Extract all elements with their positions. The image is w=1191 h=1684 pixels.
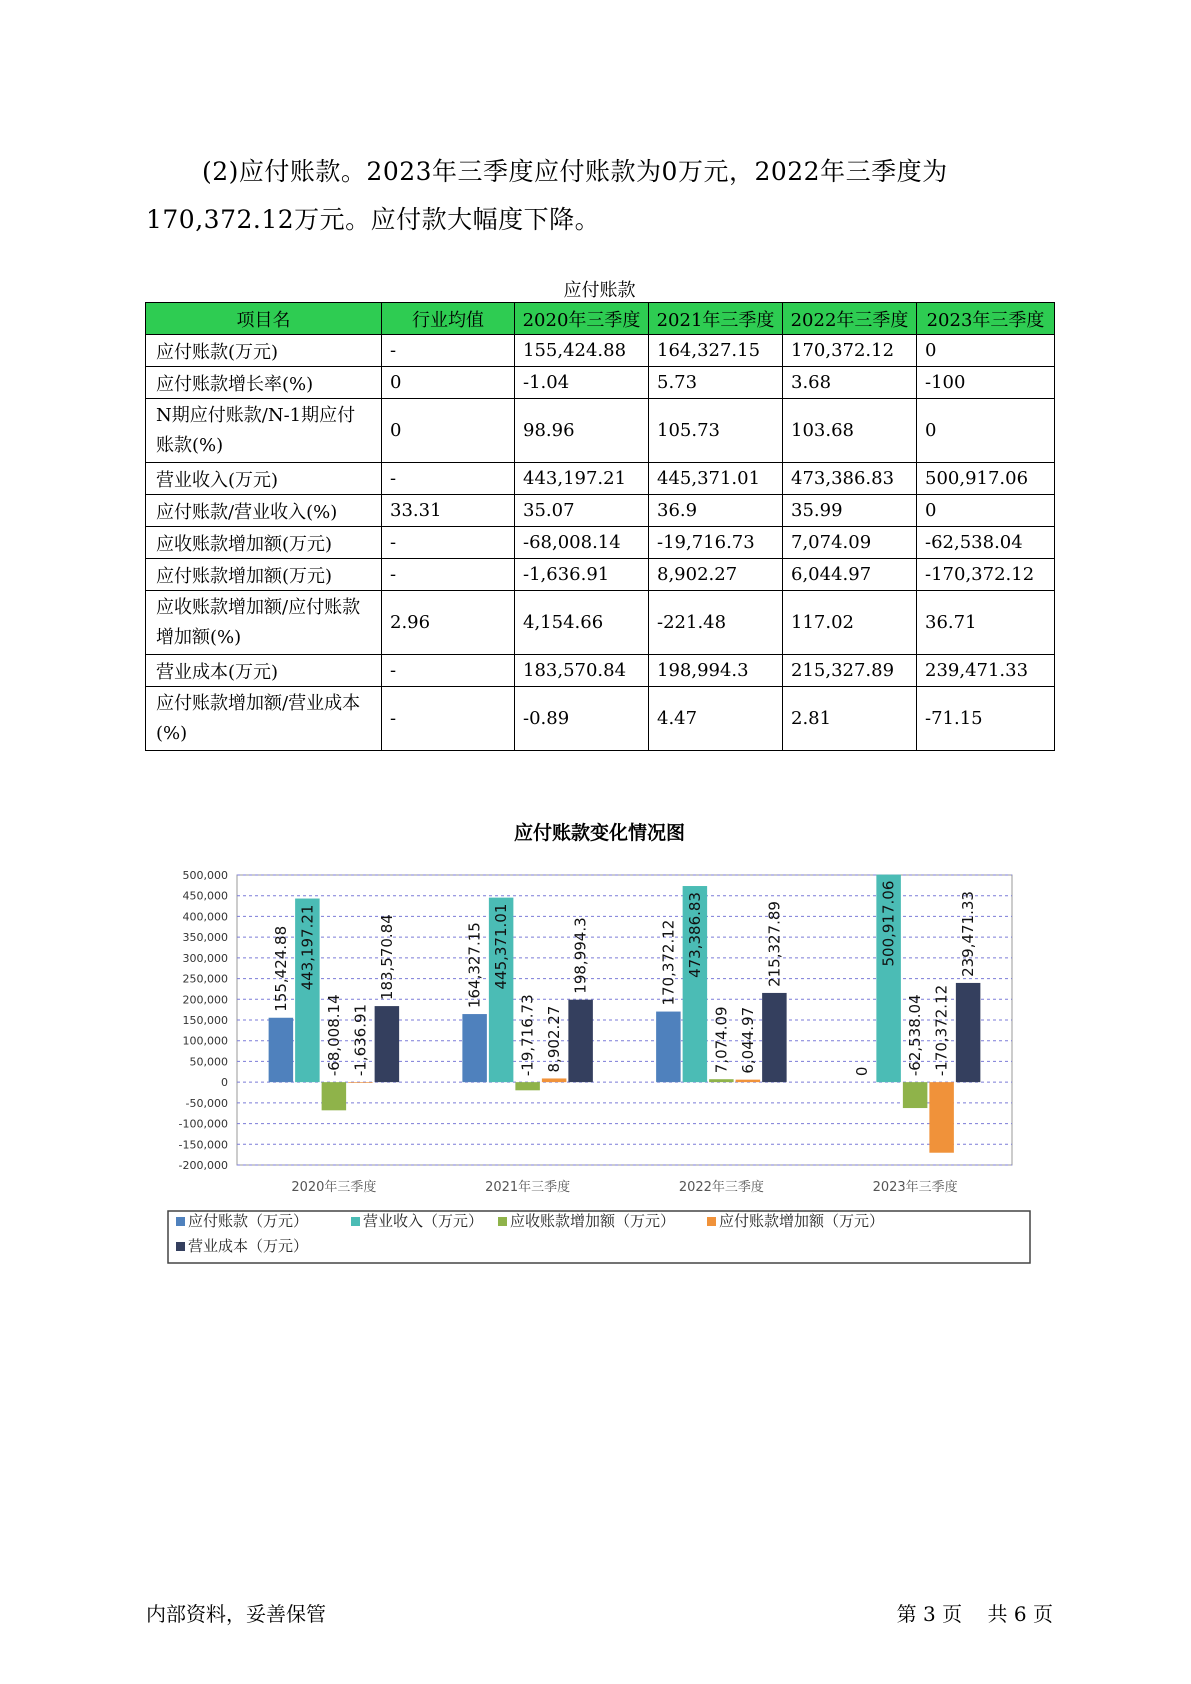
data-label: 8,902.27 [545, 1005, 564, 1073]
x-tick-label: 2020年三季度 [291, 1180, 377, 1195]
data-label: 0 [853, 1066, 872, 1077]
data-label: 183,570.84 [377, 914, 396, 1001]
page-prefix: 第 [896, 1602, 917, 1626]
table-cell: 0 [382, 367, 515, 399]
header-cell: 2021年三季度 [649, 303, 783, 335]
bar [568, 1000, 593, 1082]
table-cell: 170,372.12 [783, 335, 917, 367]
table-cell: 0 [917, 335, 1055, 367]
row-label: 应收账款增加额/应付账款增加额(%) [146, 591, 382, 655]
bar [929, 1082, 954, 1153]
table-cell: 164,327.15 [649, 335, 783, 367]
y-tick-label: -200,000 [178, 1159, 228, 1172]
row-label: 营业成本(万元) [146, 655, 382, 687]
data-label: -19,716.73 [518, 994, 537, 1077]
legend-swatch [176, 1217, 185, 1226]
bar [462, 1014, 487, 1082]
y-tick-label: 300,000 [182, 951, 228, 965]
data-label: 7,074.09 [712, 1006, 731, 1074]
table-cell: 98.96 [515, 399, 649, 463]
bar [375, 1006, 400, 1082]
table-cell: 4,154.66 [515, 591, 649, 655]
paragraph-line-2: 170,372.12万元。应付款大幅度下降。 [146, 205, 601, 234]
data-label: -62,538.04 [906, 994, 925, 1077]
x-tick-label: 2021年三季度 [485, 1180, 571, 1195]
y-tick-label: -100,000 [178, 1117, 228, 1131]
table-cell: 198,994.3 [649, 655, 783, 687]
table-cell: -100 [917, 367, 1055, 399]
table-cell: 2.96 [382, 591, 515, 655]
y-tick-label: 250,000 [182, 972, 228, 986]
table-cell: 36.71 [917, 591, 1055, 655]
table-cell: 35.07 [515, 495, 649, 527]
table-cell: 0 [917, 399, 1055, 463]
table-cell: 7,074.09 [783, 527, 917, 559]
data-label: 198,994.3 [571, 917, 590, 994]
legend-swatch [351, 1217, 360, 1226]
bar [542, 1078, 567, 1082]
table-cell: 105.73 [649, 399, 783, 463]
y-tick-label: -50,000 [185, 1096, 228, 1110]
table-cell: 443,197.21 [515, 463, 649, 495]
table-cell: 183,570.84 [515, 655, 649, 687]
header-cell: 2020年三季度 [515, 303, 649, 335]
y-tick-label: 350,000 [182, 931, 228, 945]
data-label: 164,327.15 [465, 922, 484, 1009]
bar [736, 1080, 761, 1083]
legend-label: 应收账款增加额（万元） [510, 1212, 676, 1230]
row-label: 应付账款增长率(%) [146, 367, 382, 399]
table-cell: 4.47 [649, 687, 783, 751]
table-cell: 5.73 [649, 367, 783, 399]
data-label: 170,372.12 [659, 919, 678, 1006]
data-label: -1,636.91 [351, 1003, 370, 1077]
row-label: 应付账款/营业收入(%) [146, 495, 382, 527]
row-label: N期应付账款/N-1期应付账款(%) [146, 399, 382, 463]
bar [515, 1082, 540, 1090]
legend-swatch [498, 1217, 507, 1226]
footer-confidential-note: 内部资料，妥善保管 [146, 1602, 326, 1626]
page-current: 3 [923, 1602, 936, 1626]
header-cell: 项目名 [146, 303, 382, 335]
y-tick-label: 450,000 [182, 889, 228, 903]
paragraph-line-1: (2)应付账款。2023年三季度应付账款为0万元，2022年三季度为 [202, 157, 948, 186]
table-cell: 155,424.88 [515, 335, 649, 367]
data-label: 155,424.88 [271, 925, 290, 1012]
row-label: 应付账款增加额/营业成本(%) [146, 687, 382, 751]
data-label: 443,197.21 [298, 904, 317, 991]
chart-title: 应付账款变化情况图 [513, 822, 685, 844]
y-tick-label: 50,000 [189, 1055, 228, 1069]
y-tick-label: -150,000 [178, 1138, 228, 1152]
x-tick-label: 2022年三季度 [678, 1180, 764, 1195]
table-cell: - [382, 463, 515, 495]
table-cell: 215,327.89 [783, 655, 917, 687]
table-cell: 35.99 [783, 495, 917, 527]
table-cell: -1.04 [515, 367, 649, 399]
bar [269, 1018, 294, 1082]
legend-swatch [176, 1242, 185, 1251]
bar [656, 1012, 681, 1083]
table-cell: 473,386.83 [783, 463, 917, 495]
table-cell: 36.9 [649, 495, 783, 527]
data-label: 445,371.01 [492, 903, 511, 990]
y-tick-label: 500,000 [182, 869, 228, 882]
data-label: 239,471.33 [959, 891, 978, 977]
row-label: 应付账款(万元) [146, 335, 382, 367]
bar [709, 1079, 734, 1082]
table-caption: 应付账款 [563, 280, 636, 301]
table-cell: - [382, 335, 515, 367]
table-cell: 33.31 [382, 495, 515, 527]
table-cell: -1,636.91 [515, 559, 649, 591]
bar [762, 993, 787, 1082]
table-cell: -221.48 [649, 591, 783, 655]
data-label: 215,327.89 [765, 901, 784, 987]
data-label: 473,386.83 [685, 892, 704, 978]
row-label: 营业收入(万元) [146, 463, 382, 495]
table-cell: 0 [382, 399, 515, 463]
header-cell: 2023年三季度 [917, 303, 1055, 335]
table-cell: - [382, 527, 515, 559]
table-cell: 500,917.06 [917, 463, 1055, 495]
table-cell: -19,716.73 [649, 527, 783, 559]
table-cell: 103.68 [783, 399, 917, 463]
data-label: 500,917.06 [879, 880, 898, 967]
data-label: 6,044.97 [738, 1006, 757, 1074]
table-cell: 6,044.97 [783, 559, 917, 591]
header-cell: 2022年三季度 [783, 303, 917, 335]
table-cell: -62,538.04 [917, 527, 1055, 559]
y-tick-label: 100,000 [182, 1034, 228, 1048]
row-label: 应收账款增加额(万元) [146, 527, 382, 559]
page-mid: 页 共 [942, 1602, 1008, 1626]
page-suffix: 页 [1033, 1602, 1053, 1626]
table-cell: 0 [917, 495, 1055, 527]
bar [322, 1082, 347, 1110]
table-cell: - [382, 655, 515, 687]
table-cell: -0.89 [515, 687, 649, 751]
bar [348, 1082, 373, 1083]
y-tick-label: 0 [221, 1076, 228, 1090]
legend-label: 应付账款增加额（万元） [719, 1212, 885, 1230]
table-cell: 8,902.27 [649, 559, 783, 591]
legend-label: 应付账款（万元） [188, 1212, 309, 1230]
table-cell: -170,372.12 [917, 559, 1055, 591]
table-cell: 2.81 [783, 687, 917, 751]
data-label: -68,008.14 [324, 994, 343, 1077]
bar [903, 1082, 928, 1108]
table-cell: 117.02 [783, 591, 917, 655]
bar [956, 983, 981, 1082]
y-tick-label: 400,000 [182, 910, 228, 924]
table-cell: 445,371.01 [649, 463, 783, 495]
page-total: 6 [1013, 1602, 1027, 1626]
y-tick-label: 150,000 [182, 1014, 228, 1027]
row-label: 应付账款增加额(万元) [146, 559, 382, 591]
table-cell: 239,471.33 [917, 655, 1055, 687]
data-label: -170,372.12 [932, 984, 951, 1077]
footer-page-number [897, 1598, 1053, 1627]
table-cell: 3.68 [783, 367, 917, 399]
header-cell: 行业均值 [382, 303, 515, 335]
table-cell: -71.15 [917, 687, 1055, 751]
table-cell: - [382, 559, 515, 591]
x-tick-label: 2023年三季度 [872, 1180, 958, 1195]
table-cell: -68,008.14 [515, 527, 649, 559]
y-tick-label: 200,000 [182, 993, 228, 1007]
legend-label: 营业成本（万元） [188, 1237, 309, 1255]
legend-label: 营业收入（万元） [363, 1212, 484, 1230]
table-cell: - [382, 687, 515, 751]
legend-swatch [707, 1217, 716, 1226]
